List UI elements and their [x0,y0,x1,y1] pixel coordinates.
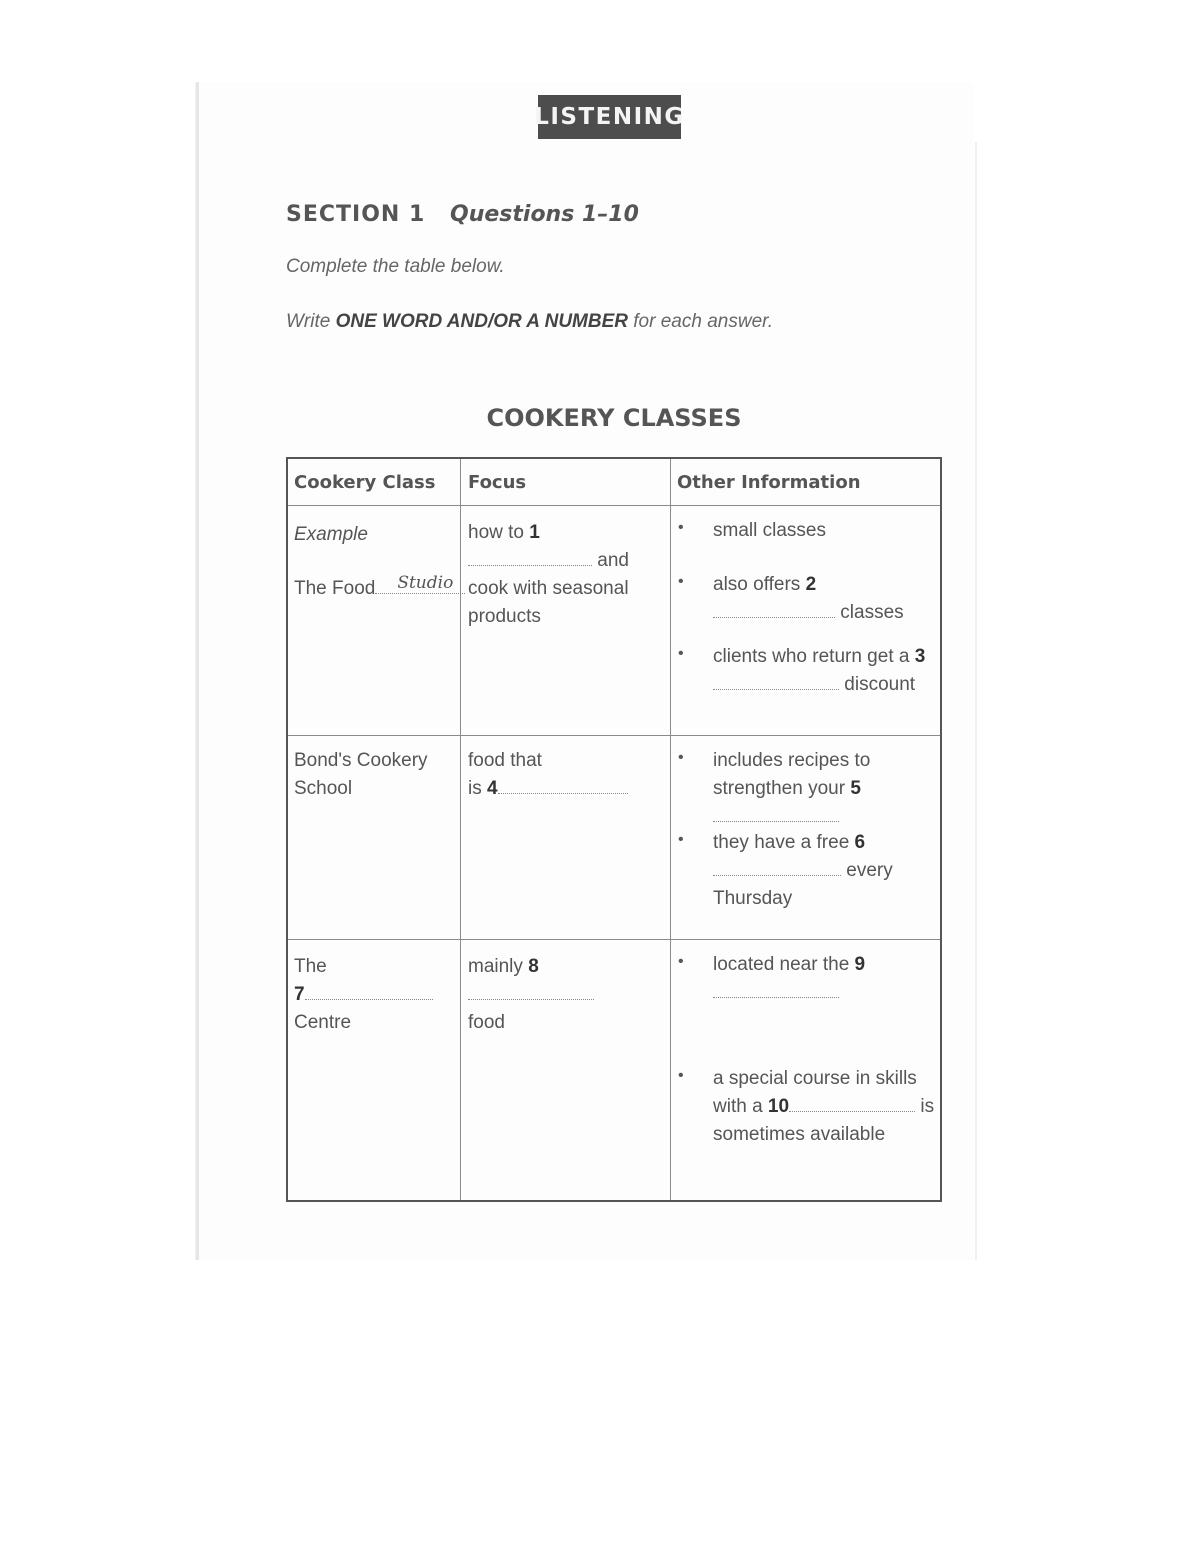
row1-info-3 [713,643,935,699]
row2-focus [468,747,663,803]
row1-focus [468,519,663,631]
question-1-number: 1 [529,522,540,543]
bullet: • [678,953,684,970]
listening-banner: LISTENING [538,95,681,139]
bullet: • [678,645,684,662]
example-label: Example [294,524,368,545]
question-3-number: 3 [914,646,926,667]
answer-blank-1[interactable] [468,547,592,566]
row1-info-1: small classes [713,520,826,541]
row3-class [294,953,454,1037]
row3-info-2-pre: a special course in skills with a [713,1068,917,1117]
section-heading [286,196,639,232]
question-8-number: 8 [528,956,539,977]
section-questions: Questions 1–10 [450,201,639,227]
row1-focus-pre: how to [468,522,524,543]
bullet: • [678,519,684,536]
row3-class-line1: The [294,956,327,977]
row1-info-2 [713,571,935,627]
question-7-number: 7 [294,984,305,1005]
column-divider [460,459,461,1200]
row1-focus-post: and cook with seasonal products [468,550,629,627]
row1-class-name: The Food [294,578,376,599]
header-focus: Focus [468,472,527,493]
row-divider [288,735,940,736]
answer-blank-10[interactable] [789,1093,915,1112]
instruction-write [286,311,773,333]
header-other-information: Other Information [677,472,861,493]
row2-class [294,747,454,803]
answer-blank [375,575,465,594]
table-title: COOKERY CLASSES [486,404,742,432]
row1-info-2-pre: also offers [713,574,801,595]
answer-blank-6[interactable] [713,857,841,876]
answer-blank-9[interactable] [713,979,839,998]
instruction-write-suffix: for each answer. [628,311,774,332]
row2-info-1-pre: includes recipes to strengthen your [713,750,871,799]
answer-blank-2[interactable] [713,599,835,618]
row-divider [288,939,940,940]
row2-info-2 [713,829,935,913]
row1-info-2-post: classes [840,602,904,623]
row2-class-line1: Bond's Cookery [294,750,428,771]
row1-info-3-post: discount [844,674,916,695]
answer-blank-7[interactable] [305,981,433,1000]
row3-info-2 [713,1065,935,1149]
row2-info-2-pre: they have a free [713,832,850,853]
question-6-number: 6 [854,832,866,853]
row3-class-line3: Centre [294,1012,352,1033]
question-10-number: 10 [767,1096,790,1117]
bullet: • [678,749,684,766]
row3-info-2-post: is sometimes available [713,1096,935,1145]
bullet: • [678,573,684,590]
row3-info-1 [713,951,893,1007]
row3-info-1-pre: located near the [713,954,850,975]
section-label: SECTION 1 [286,201,426,227]
row2-info-2-post: every Thursday [713,860,893,909]
example-answer: Studio [397,573,454,593]
question-9-number: 9 [854,954,866,975]
column-divider [670,459,671,1200]
instruction-write-bold: ONE WORD AND/OR A NUMBER [335,311,628,332]
question-5-number: 5 [850,778,861,799]
bullet: • [678,831,684,848]
instruction-complete: Complete the table below. [286,256,505,277]
row2-focus-pre: is [468,778,482,799]
row1-info-3-pre: clients who return get a [713,646,910,667]
answer-blank-8[interactable] [468,981,594,1000]
answer-blank-3[interactable] [713,671,839,690]
row2-focus-line1: food that [468,750,542,771]
row2-class-line2: School [294,778,353,799]
row3-focus [468,953,663,1037]
question-2-number: 2 [805,574,817,595]
row1-class [294,575,465,603]
answer-blank-4[interactable] [498,775,628,794]
header-divider [288,505,940,506]
question-4-number: 4 [487,778,498,799]
row3-focus-post: food [468,1012,505,1033]
row3-focus-pre: mainly [468,956,523,977]
cookery-classes-table [286,457,942,1202]
instruction-write-prefix: Write [286,311,336,332]
row2-info-1 [713,747,935,831]
bullet: • [678,1067,684,1084]
answer-blank-5[interactable] [713,803,839,822]
header-cookery-class: Cookery Class [294,472,436,493]
